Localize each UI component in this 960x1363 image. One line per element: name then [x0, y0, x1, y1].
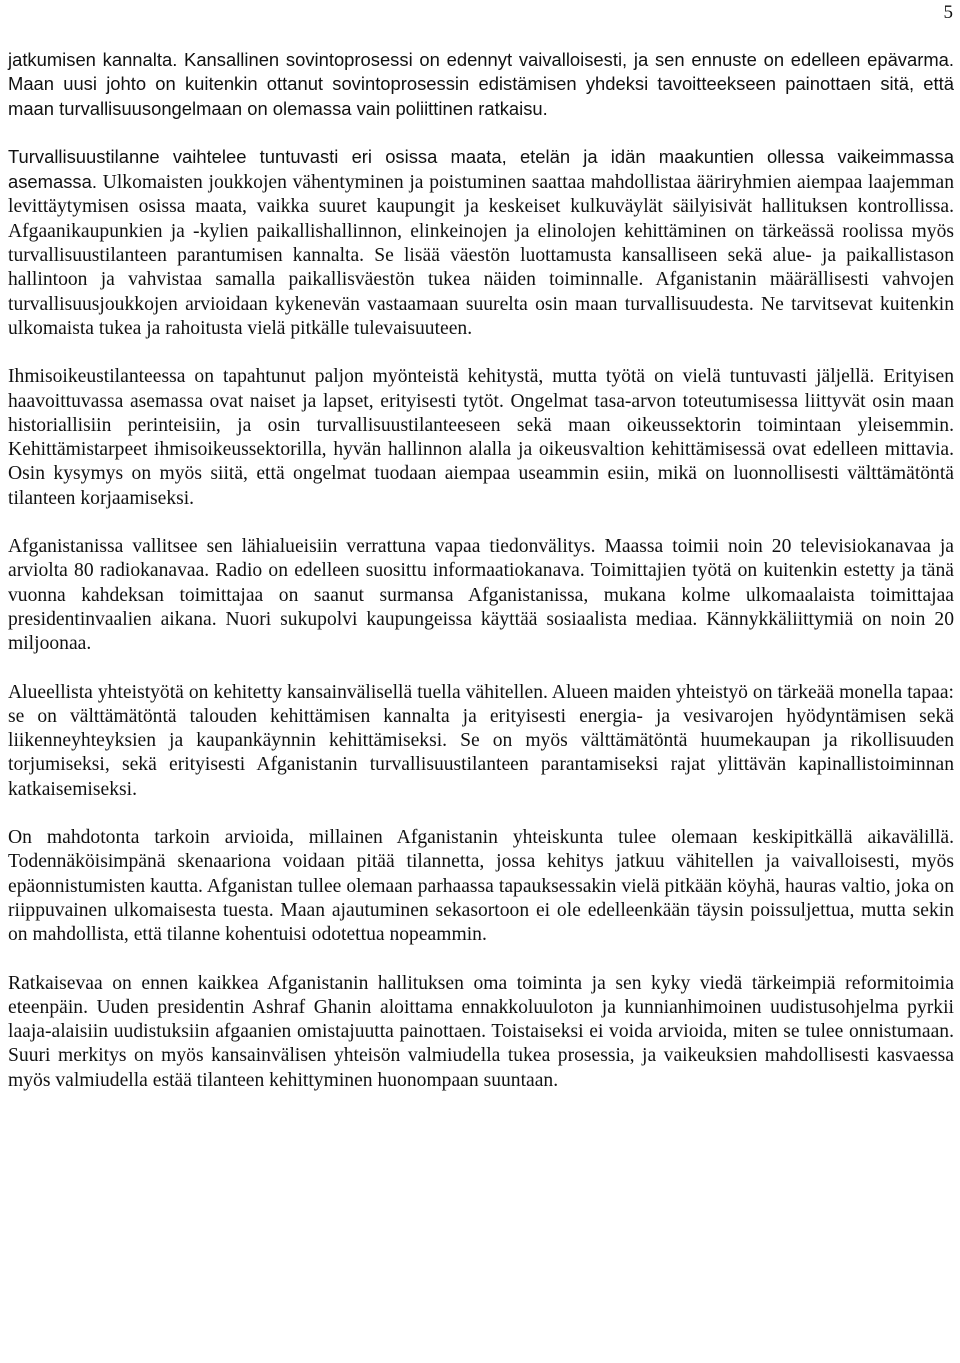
paragraph-gap: [8, 511, 954, 535]
paragraph-human-rights: Ihmisoikeustilanteessa on tapahtunut paljon myönteistä kehitystä, mutta työtä on vielä tuntuvasti jäljellä. Erityisen haavoittuvassa asemassa ovat naiset ja lapset, erityisesti tytöt. Ongelmat tasa-arvon toteutumisessa liittyvät osin maan historiallisiin perinteisiin, ja osin turvallisuustilanteeseen sekä maan oikeussektorin toimintaan yleisemmin. Kehittämistarpeet ihmisoikeussektorilla, hyvän hallinnon alalla ja oikeusvaltion kehittämisessä ovat edelleen mittavia. Osin kysymys on myös siitä, että ongelmat tuodaan aiempaa useammin esiin, mikä on luonnollisesti välttämätöntä tilanteen korjaamiseksi.: [8, 366, 954, 509]
paragraph-reconciliation: jatkumisen kannalta. Kansallinen sovintoprosessi on edennyt vaivalloisesti, ja sen ennuste on edelleen epävarma. Maan uusi johto on kuitenkin ottanut sovintoprosessin edistämisen yhdeksi tavoitteekseen painottaen sitä, että maan turvallisuusongelmaan on olemassa vain poliittinen ratkaisu.: [8, 49, 954, 119]
paragraph-reforms: Ratkaisevaa on ennen kaikkea Afganistanin hallituksen oma toiminta ja sen kyky viedä tärkeimpiä reformitoimia eteenpäin. Uuden presidentin Ashraf Ghanin aloittama ennakkoluuloton ja kunnianhimoinen uudistusohjelma pyrkii laaja-alaisiin uudistuksiin afgaanien omistajuutta painottaen. Toistaiseksi ei voida arvioida, miten se tulee onnistumaan. Suuri merkitys on myös kansainvälisen yhteisön valmiudella tukea prosessia, ja vaikeuksien mahdollisesti kasvaessa myös valmiudella estää tilanteen kehittyminen huonompaan suuntaan.: [8, 972, 954, 1091]
security-lead-sentence: Turvallisuustilanne vaihtelee tuntuvasti eri osissa maata, etelän ja idän maakuntien ollessa vaikeimmassa asemassa.: [8, 145, 954, 193]
paragraph-gap: [8, 657, 954, 681]
security-body-text: Ulkomaisten joukkojen vähentyminen ja poistuminen saattaa mahdollistaa ääriryhmien aiempaa laajemman levittäytymisen osissa maata, vaikka suuret kaupungit ja keskeiset kulkuväylät säilyisivät hallituksen kontrollissa. Afgaanikaupunkien ja -kylien paikallishallinnon, elinkeinojen ja elinolojen kehittäminen on tärkeässä roolissa myös turvallisuustilanteen parantumisen kannalta. Se lisää väestön luottamusta kansalliseen sekä alue- ja paikallistason hallintoon ja vahvistaa samalla paikallisväestön tukea näiden toiminnalle. Afganistanin määrällisesti vahvojen turvallisuusjoukkojen arvioidaan kykenevän vastaamaan suurelta osin maan turvallisuudesta. Ne tarvitsevat kuitenkin ulkomaista tukea ja rahoitusta vielä pitkälle tulevaisuuteen.: [8, 172, 954, 339]
page-number: 5: [943, 2, 953, 23]
document-body: [8, 48, 954, 1093]
paragraph-outlook: On mahdotonta tarkoin arvioida, millainen Afganistanin yhteiskunta tulee olemaan keskipitkällä aikavälillä. Todennäköisimpänä skenaariona voidaan pitää tilannetta, jossa kehitys jatkuu vähitellen ja vaivalloisesti, myös epäonnistumisten kautta. Afganistan tullee olemaan parhaassa tapauksessakin vielä pitkään köyhä, hauras valtio, joka on riippuvainen ulkomaisesta tuesta. Maan ajautuminen sekasortoon ei ole edelleenkään täysin poissuljettua, mutta sekin on mahdollista, että tilanne kohentuisi odotettua nopeammin.: [8, 827, 954, 946]
paragraph-gap: [8, 121, 954, 145]
paragraph-media: Afganistanissa vallitsee sen lähialueisiin verrattuna vapaa tiedonvälitys. Maassa toimii noin 20 televisiokanavaa ja arviolta 80 radiokanavaa. Radio on edelleen suosittu informaatiokanava. Toimittajien työtä on kuitenkin estetty ja tänä vuonna kahdeksan toimittajaa on saanut surmansa Afganistanissa, mukana kolme ulkomaalaista toimittajaa presidentinvaalien aikana. Nuori sukupolvi kaupungeissa käyttää sosiaalista mediaa. Kännykkäliittymiä on noin 20 miljoonaa.: [8, 536, 954, 655]
paragraph-regional-cooperation: Alueellista yhteistyötä on kehitetty kansainvälisellä tuella vähitellen. Alueen maiden yhteistyö on tärkeää monella tapaa: se on välttämätöntä talouden kehittämisen kannalta ja erityisesti energia- ja vesivarojen hyödyntämisen sekä liikenneyhteyksien ja kaupankäynnin kehittämiseksi. Se on myös välttämätöntä huumekaupan ja rikollisuuden torjumiseksi, sekä erityisesti Afganistanin turvallisuustilanteen parantamiseksi rajat ylittävän kapinallistoiminnan katkaisemiseksi.: [8, 681, 954, 800]
paragraph-gap: [8, 802, 954, 826]
paragraph-gap: [8, 341, 954, 365]
paragraph-gap: [8, 948, 954, 972]
paragraph-security: [8, 145, 954, 341]
